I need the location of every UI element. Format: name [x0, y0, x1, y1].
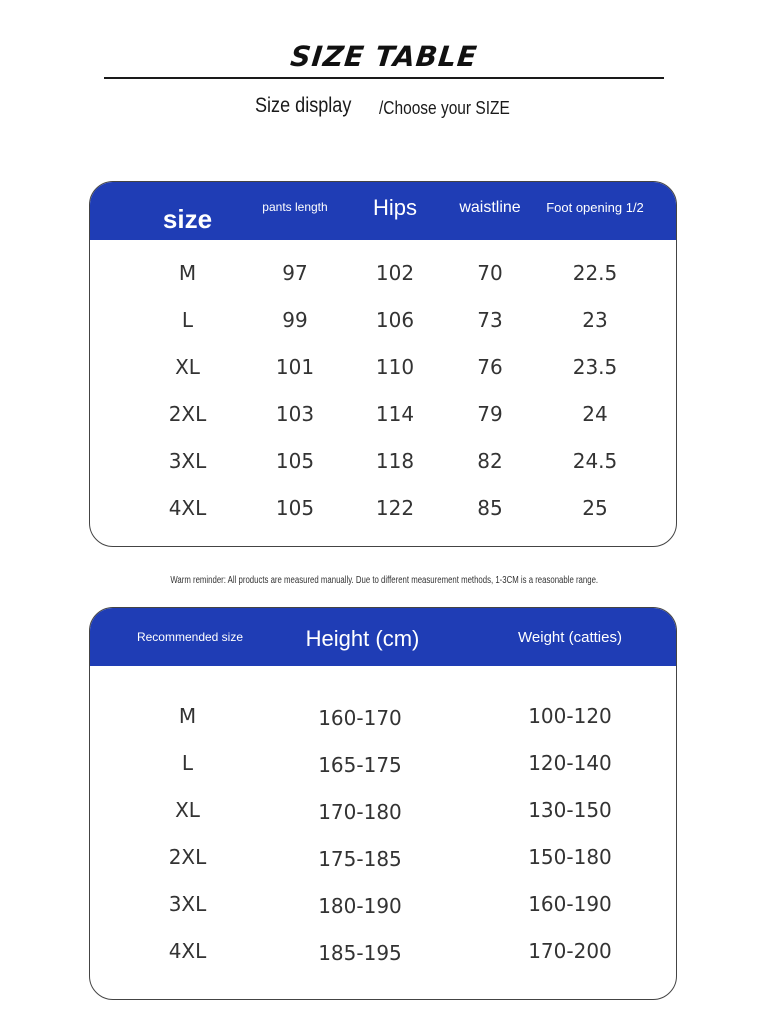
- table-row: [90, 390, 676, 437]
- table-row: [90, 484, 676, 531]
- cell-waistline: 76: [477, 354, 503, 379]
- table-row: [90, 739, 676, 786]
- header-size: size: [162, 203, 213, 234]
- cell-hips: 110: [375, 354, 415, 379]
- table-row: [90, 786, 676, 833]
- cell-size: XL: [175, 797, 200, 822]
- header-waistline: waistline: [459, 199, 521, 216]
- cell-waistline: 82: [477, 448, 503, 473]
- cell-hips: 106: [375, 307, 415, 332]
- table-row: [90, 296, 676, 343]
- cell-waistline: 85: [477, 495, 503, 520]
- cell-foot-opening: 24: [582, 401, 608, 426]
- cell-waistline: 70: [477, 260, 503, 285]
- cell-foot-opening: 25: [582, 495, 608, 520]
- cell-size: M: [178, 260, 197, 285]
- cell-waistline: 73: [477, 307, 503, 332]
- cell-height: 160-170: [318, 705, 402, 730]
- cell-pants-length: 101: [275, 354, 315, 379]
- cell-size: 2XL: [168, 844, 207, 869]
- header-height: Height (cm): [305, 626, 420, 651]
- cell-size: 4XL: [168, 495, 207, 520]
- size-table: [89, 181, 677, 547]
- cell-weight: 100-120: [528, 703, 612, 728]
- cell-size: L: [181, 307, 194, 332]
- page-title: SIZE TABLE: [288, 40, 480, 73]
- cell-size: 4XL: [168, 938, 207, 963]
- cell-size: 3XL: [168, 448, 207, 473]
- measurement-note-text: Warm reminder: All products are measured manually. Due to different measurement methods, 1-3CM is a reasonable range.: [170, 575, 598, 586]
- cell-pants-length: 97: [282, 260, 308, 285]
- cell-pants-length: 105: [275, 448, 315, 473]
- cell-height: 185-195: [318, 940, 402, 965]
- recommend-table: [89, 607, 677, 1000]
- title-divider: [104, 77, 664, 79]
- cell-weight: 120-140: [528, 750, 612, 775]
- cell-height: 175-185: [318, 846, 402, 871]
- cell-height: 170-180: [318, 799, 402, 824]
- cell-pants-length: 103: [275, 401, 315, 426]
- cell-hips: 122: [375, 495, 415, 520]
- cell-foot-opening: 22.5: [572, 260, 618, 285]
- cell-foot-opening: 24.5: [572, 448, 618, 473]
- cell-waistline: 79: [477, 401, 503, 426]
- cell-height: 180-190: [318, 893, 402, 918]
- cell-hips: 102: [375, 260, 415, 285]
- cell-foot-opening: 23.5: [572, 354, 618, 379]
- subtitle: [0, 94, 768, 124]
- cell-weight: 160-190: [528, 891, 612, 916]
- cell-hips: 114: [375, 401, 415, 426]
- cell-size: 3XL: [168, 891, 207, 916]
- size-table-header: [90, 182, 676, 240]
- cell-size: L: [181, 750, 194, 775]
- table-row: [90, 249, 676, 296]
- cell-weight: 150-180: [528, 844, 612, 869]
- cell-weight: 130-150: [528, 797, 612, 822]
- header-weight: Weight (catties): [518, 628, 622, 646]
- table-row: [90, 833, 676, 880]
- cell-hips: 118: [375, 448, 415, 473]
- cell-foot-opening: 23: [582, 307, 608, 332]
- measurement-note: [0, 575, 768, 586]
- cell-height: 165-175: [318, 752, 402, 777]
- cell-pants-length: 105: [275, 495, 315, 520]
- cell-size: XL: [175, 354, 200, 379]
- table-row: [90, 880, 676, 927]
- header-pants-length: pants length: [262, 200, 328, 214]
- header-recommended-size: Recommended size: [136, 630, 244, 644]
- table-row: [90, 437, 676, 484]
- cell-weight: 170-200: [528, 938, 612, 963]
- recommend-table-header: [90, 608, 676, 666]
- header-foot-opening: Foot opening 1/2: [546, 199, 644, 215]
- cell-pants-length: 99: [282, 307, 308, 332]
- cell-size: M: [178, 703, 197, 728]
- table-row: [90, 692, 676, 739]
- table-row: [90, 343, 676, 390]
- cell-size: 2XL: [168, 401, 207, 426]
- subtitle-main: Size display: [255, 94, 352, 117]
- subtitle-sub: /Choose your SIZE: [379, 98, 510, 118]
- table-row: [90, 927, 676, 974]
- header-hips: Hips: [372, 195, 417, 220]
